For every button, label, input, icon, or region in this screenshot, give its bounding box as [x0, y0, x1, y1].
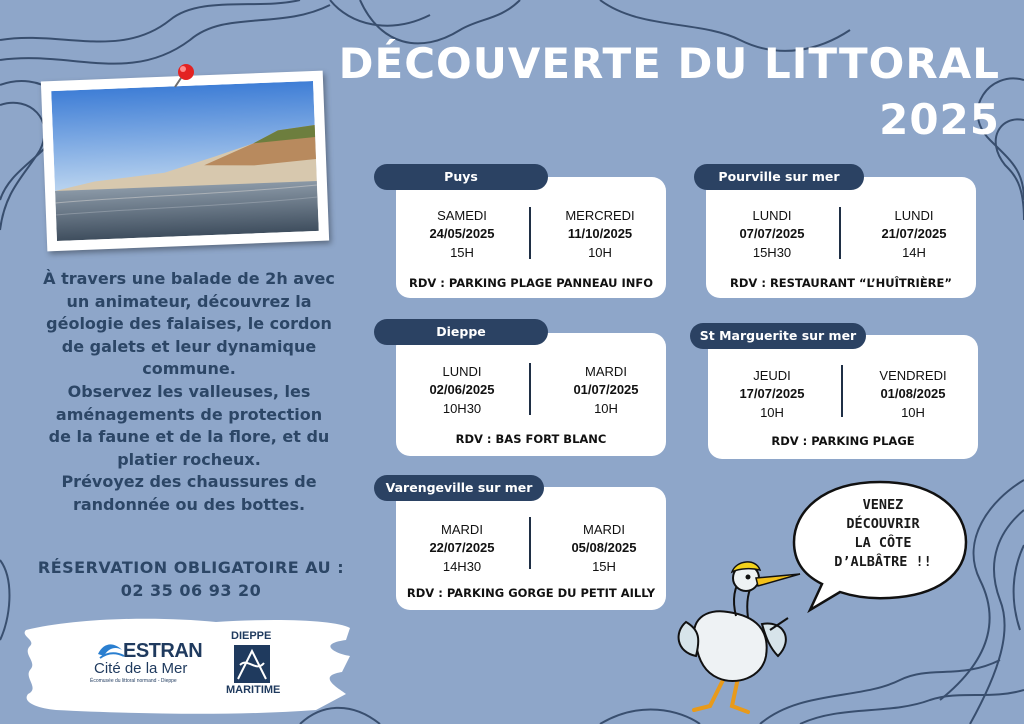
coast-photo: [51, 81, 319, 241]
session-date: 17/07/2025: [739, 386, 805, 401]
coast-photo-frame: [41, 71, 329, 252]
session-day: MARDI: [583, 522, 625, 537]
dieppe-maritime-logo: [234, 645, 270, 683]
session-time: 10H: [901, 405, 925, 420]
location-card-puys: [396, 177, 666, 298]
estran-wave-icon: [96, 640, 126, 660]
estran-logo-subtitle: Cité de la Mer: [94, 660, 188, 677]
session-date: 24/05/2025: [429, 226, 495, 241]
reservation-phone: 02 35 06 93 20: [120, 581, 262, 600]
column-divider: [839, 207, 841, 259]
session-time: 15H30: [752, 245, 792, 260]
meeting-point: RDV : PARKING PLAGE PANNEAU INFO: [408, 276, 654, 290]
estran-logo-name: ESTRAN: [123, 640, 203, 662]
session-day: LUNDI: [894, 208, 934, 223]
session-1: [402, 363, 522, 418]
session-day: MARDI: [585, 364, 627, 379]
speech-bubble-text: [820, 496, 946, 572]
dieppe-logo-top: DIEPPE: [231, 630, 272, 642]
session-time: 10H: [594, 401, 618, 416]
session-day: SAMEDI: [437, 208, 487, 223]
session-day: VENDREDI: [879, 368, 947, 383]
location-card-varengeville: [396, 487, 666, 610]
session-2: [854, 207, 974, 262]
session-date: 11/10/2025: [567, 226, 633, 241]
session-day: MERCREDI: [565, 208, 635, 223]
location-label-st-marguerite: St Marguerite sur mer: [690, 323, 866, 349]
session-date: 01/08/2025: [880, 386, 946, 401]
intro-text: [34, 268, 344, 517]
intro-line: de galets et leur dynamique: [61, 336, 317, 356]
reservation-block: [30, 556, 352, 602]
column-divider: [529, 207, 531, 259]
intro-line: un animateur, découvrez la: [66, 291, 312, 311]
session-time: 14H: [902, 245, 926, 260]
session-date: 07/07/2025: [739, 226, 805, 241]
session-1: [712, 207, 832, 262]
location-label-puys: Puys: [374, 164, 548, 190]
location-card-dieppe: [396, 333, 666, 456]
session-time: 10H: [588, 245, 612, 260]
column-divider: [529, 517, 531, 569]
intro-line: commune.: [142, 359, 236, 379]
session-date: 05/08/2025: [571, 540, 637, 555]
session-day: JEUDI: [753, 368, 791, 383]
session-time: 10H30: [442, 401, 482, 416]
session-date: 21/07/2025: [881, 226, 947, 241]
session-1: [402, 207, 522, 262]
column-divider: [529, 363, 531, 415]
session-time: 10H: [760, 405, 784, 420]
push-pin-icon: [170, 60, 200, 90]
location-card-st-marguerite: [708, 335, 978, 459]
intro-line: aménagements de protection: [55, 404, 323, 424]
session-date: 01/07/2025: [573, 382, 639, 397]
estran-logo-tagline: Écomusée du littoral normand - Dieppe: [90, 678, 177, 684]
session-2: [544, 521, 664, 576]
intro-line: Prévoyez des chaussures de: [61, 472, 317, 492]
intro-line: randonnée ou des bottes.: [72, 494, 306, 514]
page-title: [339, 36, 1000, 148]
meeting-point: RDV : RESTAURANT “L’HUÎTRIÈRE”: [730, 276, 952, 290]
intro-line: géologie des falaises, le cordon: [46, 314, 332, 334]
intro-line: platier rocheux.: [117, 449, 261, 469]
bird-mascot: [666, 560, 806, 720]
intro-line: de la faune et de la flore, et du: [48, 427, 330, 447]
intro-line: À travers une balade de 2h avec: [43, 269, 335, 288]
session-time: 15H: [450, 245, 474, 260]
session-day: MARDI: [441, 522, 483, 537]
dieppe-logo-bottom: MARITIME: [226, 684, 281, 696]
location-label-varengeville: Varengeville sur mer: [374, 475, 544, 501]
session-day: LUNDI: [442, 364, 482, 379]
location-label-pourville: Pourville sur mer: [694, 164, 864, 190]
meeting-point: RDV : BAS FORT BLANC: [455, 432, 607, 446]
session-date: 02/06/2025: [429, 382, 495, 397]
location-card-pourville: [706, 177, 976, 298]
session-time: 14H30: [442, 559, 482, 574]
column-divider: [841, 365, 843, 417]
bubble-line: D’ALBÂTRE !!: [834, 554, 932, 570]
session-time: 15H: [592, 559, 616, 574]
reservation-label: RÉSERVATION OBLIGATOIRE AU :: [37, 558, 345, 577]
session-1: [712, 367, 832, 422]
session-date: 22/07/2025: [429, 540, 495, 555]
location-label-dieppe: Dieppe: [374, 319, 548, 345]
title-line-2: 2025: [879, 95, 1000, 144]
meeting-point: RDV : PARKING PLAGE: [771, 434, 915, 448]
bubble-line: DÉCOUVRIR: [846, 516, 920, 532]
meeting-point: RDV : PARKING GORGE DU PETIT AILLY: [406, 586, 656, 600]
title-line-1: DÉCOUVERTE DU LITTORAL: [338, 39, 1000, 88]
session-2: [853, 367, 973, 422]
intro-line: Observez les valleuses, les: [67, 381, 311, 401]
bubble-line: LA CÔTE: [854, 535, 912, 551]
session-day: LUNDI: [752, 208, 792, 223]
session-2: [540, 207, 660, 262]
session-2: [546, 363, 666, 418]
bubble-line: VENEZ: [862, 497, 904, 513]
session-1: [402, 521, 522, 576]
